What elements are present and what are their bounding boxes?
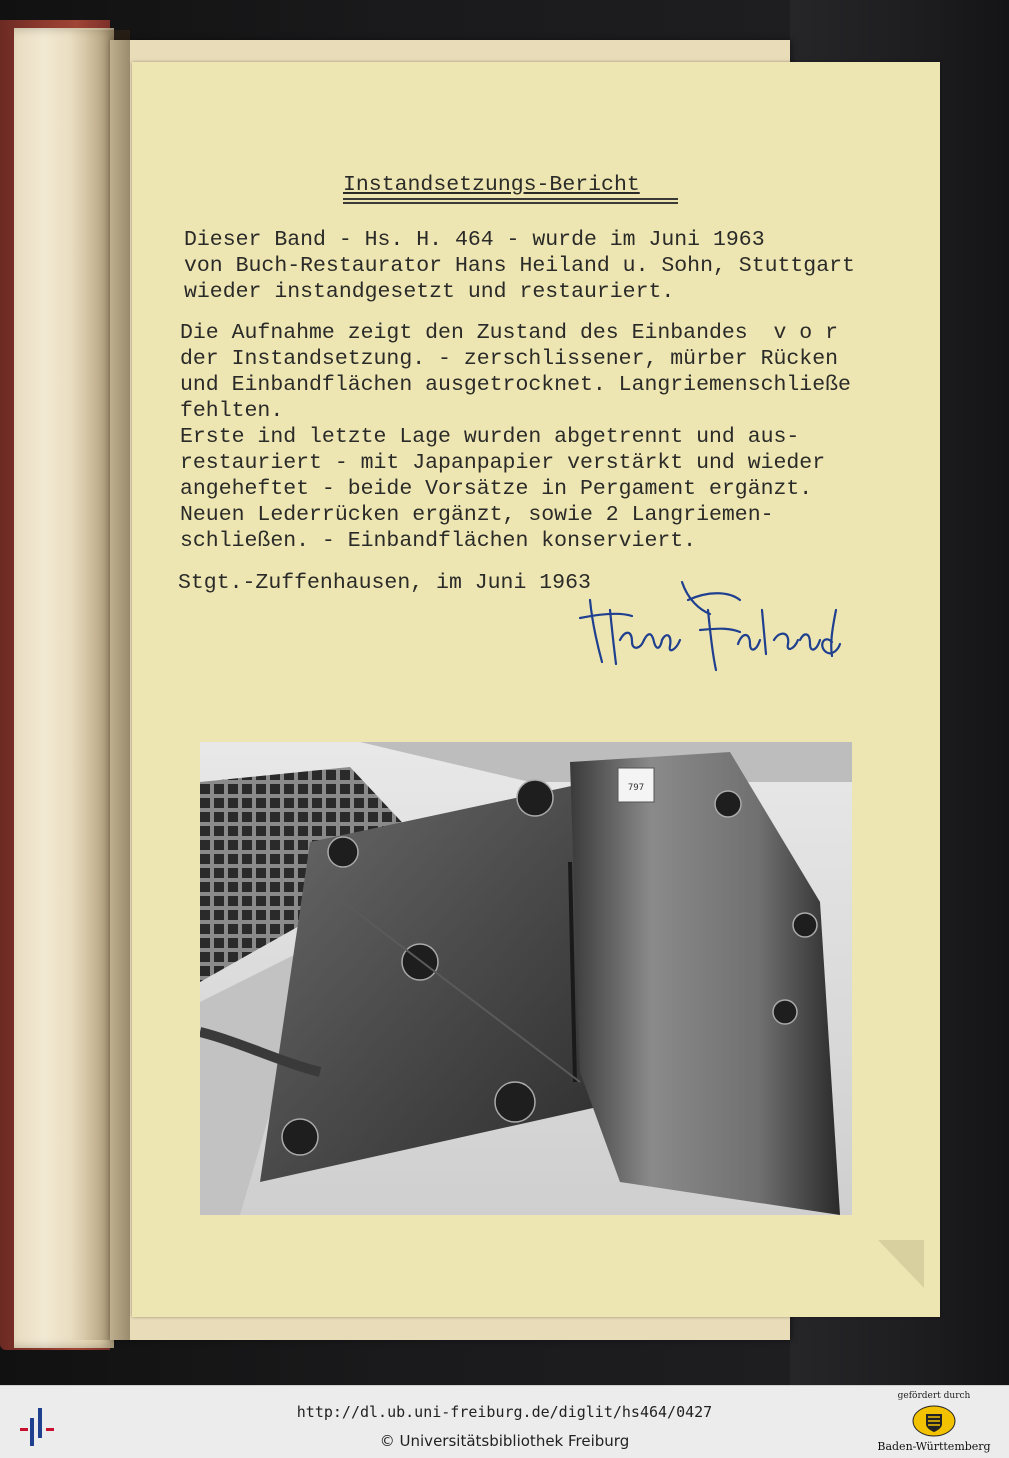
book-binding-photo bbox=[200, 742, 852, 1215]
book-gutter-shadow bbox=[70, 30, 130, 1340]
report-paragraph-2: Die Aufnahme zeigt den Zustand des Einbandes v o r der Instandsetzung. - zerschlissener, mürber Rücken und Einbandflächen ausgetrocknet. Langriemenschließe fehlten. bbox=[180, 321, 851, 423]
report-place-date: Stgt.-Zuffenhausen, im Juni 1963 bbox=[178, 571, 591, 595]
baden-wuerttemberg-badge-icon bbox=[912, 1405, 956, 1437]
footer-bar bbox=[0, 1385, 1009, 1458]
handwritten-signature bbox=[570, 570, 870, 680]
report-paragraph-1: Dieser Band - Hs. H. 464 - wurde im Juni 1963 von Buch-Restaurator Hans Heiland u. Sohn, Stuttgart wieder instandgesetzt und restauriert. bbox=[184, 228, 855, 304]
report-paragraph-3: Erste ind letzte Lage wurden abgetrennt und aus- restauriert - mit Japanpapier verstärkt und wieder angeheftet - beide Vorsätze in Pergament ergänzt. Neuen Lederrücken ergänzt, sowie 2 Langriemen- schließen. - Einbandflächen konserviert. bbox=[180, 425, 826, 553]
permalink-url[interactable]: http://dl.ub.uni-freiburg.de/diglit/hs464/0427 bbox=[296, 1403, 713, 1421]
heading-double-underline-bottom bbox=[343, 202, 678, 204]
heading-double-underline-top bbox=[343, 198, 678, 200]
copyright-notice: © Universitätsbibliothek Freiburg bbox=[379, 1432, 630, 1450]
funder-logo bbox=[872, 1388, 996, 1456]
report-heading: Instandsetzungs-Bericht bbox=[343, 173, 640, 197]
funder-bottom-text: Baden-Württemberg bbox=[877, 1440, 991, 1453]
spine-label-number: 797 bbox=[627, 783, 645, 793]
funder-top-text: gefördert durch bbox=[897, 1391, 971, 1401]
folded-corner bbox=[878, 1240, 924, 1288]
